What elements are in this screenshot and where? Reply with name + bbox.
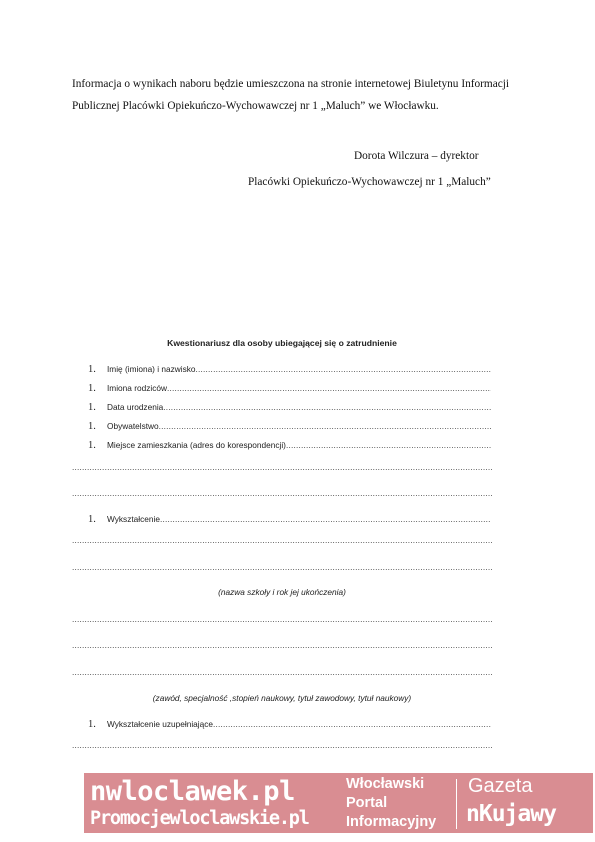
dotted-line[interactable] — [72, 535, 492, 545]
item-label: Obywatelstwo — [107, 421, 159, 431]
item-number: 1. — [88, 421, 96, 432]
dotted-fill-line — [286, 440, 491, 450]
gazeta-label: Gazeta — [468, 775, 533, 797]
field-parents-names[interactable] — [88, 383, 491, 395]
item-label: Wykształcenie — [107, 514, 160, 524]
item-number: 1. — [88, 364, 96, 375]
field-address[interactable] — [88, 440, 491, 452]
item-number: 1. — [88, 719, 96, 730]
banner-divider — [456, 779, 457, 829]
dotted-line[interactable] — [72, 562, 492, 572]
intro-paragraph: Informacja o wynikach naboru będzie umieszczona na stronie internetowej Biuletynu Informacji Publicznej Placówki Opiekuńczo-Wychowawczej nr 1 „Maluch” we Włocławku. — [72, 78, 509, 112]
dotted-fill-line — [213, 719, 491, 729]
dotted-line[interactable] — [72, 462, 492, 472]
item-label: Wykształcenie uzupełniające — [107, 719, 213, 729]
dotted-line[interactable] — [72, 614, 492, 624]
field-full-name[interactable] — [88, 364, 491, 376]
dotted-fill-line — [167, 383, 491, 393]
gazeta-brand[interactable]: nKujawy — [466, 801, 556, 827]
dotted-fill-line — [159, 421, 491, 431]
portal-line: Portal — [346, 795, 388, 811]
dotted-line[interactable] — [72, 667, 492, 677]
brand-main-text: nwloclawek.pl — [90, 776, 295, 807]
item-number: 1. — [88, 383, 96, 394]
dotted-line[interactable] — [72, 488, 492, 498]
item-label: Miejsce zamieszkania (adres do korespondencji) — [107, 440, 286, 450]
dotted-fill-line — [163, 402, 491, 412]
item-label: Imiona rodziców — [107, 383, 167, 393]
item-number: 1. — [88, 514, 96, 525]
brand-sub-text: Promocjewloclawskie.pl — [90, 808, 309, 829]
banner-brand-logo[interactable] — [90, 776, 340, 832]
portal-line: Informacyjny — [346, 814, 437, 830]
field-additional-education[interactable] — [88, 719, 491, 731]
item-number: 1. — [88, 402, 96, 413]
signature-name: Dorota Wilczura – dyrektor — [354, 150, 479, 162]
field-citizenship[interactable] — [88, 421, 491, 433]
item-number: 1. — [88, 440, 96, 451]
portal-label — [346, 775, 456, 832]
item-label: Data urodzenia — [107, 402, 164, 412]
dotted-line[interactable] — [72, 740, 492, 750]
profession-note: (zawód, specjalność ,stopień naukowy, tytuł zawodowy, tytuł naukowy) — [152, 693, 412, 703]
questionnaire-title: Kwestionariusz dla osoby ubiegającej się o zatrudnienie — [167, 338, 397, 348]
dotted-line[interactable] — [72, 640, 492, 650]
field-birth-date[interactable] — [88, 402, 491, 414]
field-education[interactable] — [88, 514, 491, 526]
portal-line: Włocławski — [346, 776, 425, 792]
item-label: Imię (imiona) i nazwisko — [107, 364, 196, 374]
dotted-fill-line — [196, 364, 491, 374]
school-note: (nazwa szkoły i rok jej ukończenia) — [218, 587, 346, 597]
signature-institution: Placówki Opiekuńczo-Wychowawczej nr 1 „Maluch” — [248, 176, 491, 188]
dotted-fill-line — [160, 514, 491, 524]
